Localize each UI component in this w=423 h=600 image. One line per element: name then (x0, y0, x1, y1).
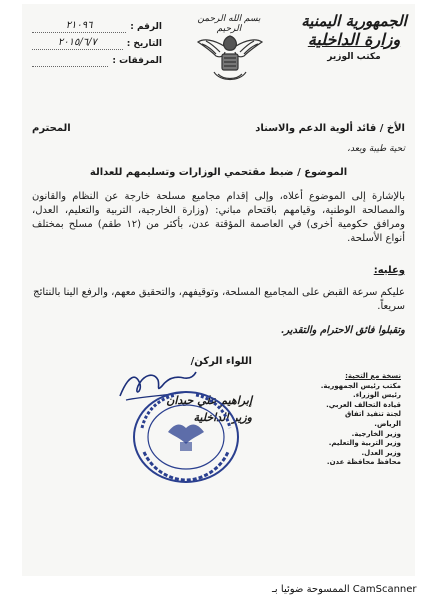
ref-date-label: التاريخ : (126, 38, 162, 49)
copies-item: وزير العدل. (361, 448, 401, 457)
letterhead-office: مكتب الوزير (327, 52, 381, 62)
eagle-emblem-icon (194, 24, 266, 88)
copies-item: وزير التربية والتعليم. (328, 439, 401, 448)
copies-item: لجنة تنفيذ اتفاق الرياض. (344, 410, 401, 428)
ref-attachments-label: المرفقات : (112, 55, 162, 66)
copies-item: مكتب رئيس الجمهورية. (320, 381, 401, 390)
signer-rank: اللواء الركن/ (190, 356, 252, 367)
ref-number-row (32, 18, 162, 35)
ref-date-row (32, 35, 162, 52)
official-stamp-icon (130, 388, 242, 486)
ref-date-value: ٢٠١٥/٦/٧ (32, 37, 123, 50)
signer-title: وزير الداخلية (193, 411, 252, 424)
accordingly-heading: وعليه: (373, 265, 405, 276)
copies-item: وزير الخارجية. (351, 429, 401, 438)
subject-line: الموضوع / ضبط مقتحمي الوزارات وتسليمهم للعدالة (89, 167, 348, 178)
copies-list (319, 372, 401, 468)
greeting: تحية طيبة وبعد، (347, 144, 405, 154)
scanner-footer (0, 581, 423, 600)
ref-attachments-row (32, 52, 162, 69)
body-paragraph-2: عليكم سرعة القبض على المجاميع المسلحة، وتوقيفهم، والتحقيق معهم، والرفع الينا بالنتائج سريعاً. (33, 287, 405, 312)
ref-number-value: ٢١٠٩٦ (32, 20, 126, 33)
copies-item: قيادة التحالف العربي. (326, 400, 401, 409)
basmala: بسم الله الرحمن الرحيم (197, 14, 261, 34)
respect-label: المحترم (32, 123, 71, 134)
addressee: الأخ / قائد ألوية الدعم والاسناد (255, 123, 405, 134)
letter-page (22, 4, 415, 576)
signer-name: إبراهيم علي حيدان (166, 394, 252, 407)
letterhead-country: الجمهورية اليمنية (301, 12, 407, 30)
closing-line: وتقبلوا فائق الاحترام والتقدير. (280, 325, 405, 336)
copies-heading: نسخة مع التحية: (345, 372, 401, 380)
camscanner-watermark: الممسوحة ضوئيا بـ CamScanner (272, 584, 417, 595)
letterhead-ministry (299, 12, 409, 63)
ref-attachments-value (32, 54, 108, 67)
reference-fields (32, 18, 162, 69)
copies-item: محافظ محافظة عدن. (326, 458, 401, 467)
addressee-line (32, 122, 405, 135)
letterhead-ministry-name: وزارة الداخلية (307, 30, 401, 49)
body-paragraph-1: بالإشارة إلى الموضوع أعلاه، وإلى إقدام مجاميع مسلحة خارجة عن النظام والقانون والمصالحة الوطنية، وقيامهم باقتحام مباني: (وزارة الخارجية، التربية والتعليم، العدل، ومرافق حكومية أخرى) في العاصمة المؤقتة عدن، بأكثر من (١٢ طقم) مسلح بمختلف أنواع الأسلحة. (32, 191, 405, 244)
ref-number-label: الرقم : (130, 21, 162, 32)
copies-item: رئيس الوزراء. (353, 391, 401, 400)
